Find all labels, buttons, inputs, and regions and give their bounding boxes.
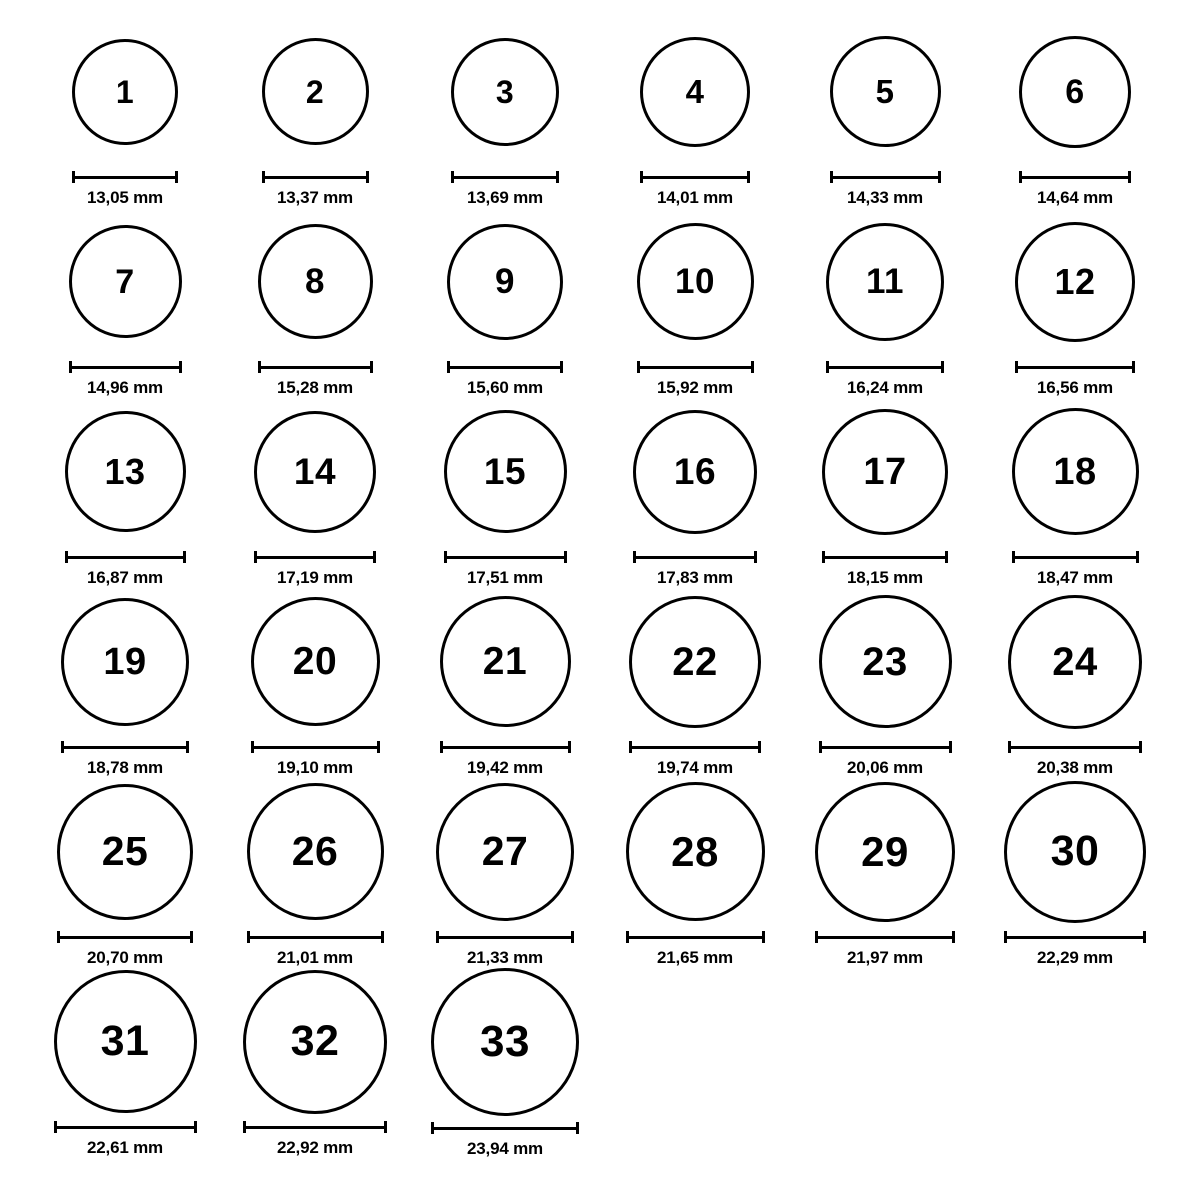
measurement-bar-icon bbox=[629, 741, 761, 753]
measurement-label: 19,42 mm bbox=[467, 758, 543, 777]
measurement-group bbox=[65, 551, 186, 588]
measurement-label: 20,38 mm bbox=[1037, 758, 1113, 777]
measurement-group bbox=[629, 741, 761, 778]
ring-size-cell bbox=[790, 778, 980, 968]
measurement-bar-icon bbox=[1012, 551, 1139, 563]
ring-circle-slot bbox=[431, 968, 579, 1116]
ring-circle bbox=[251, 597, 380, 726]
ring-size-cell bbox=[980, 588, 1170, 778]
ring-size-cell bbox=[30, 778, 220, 968]
ring-size-number: 4 bbox=[685, 73, 705, 110]
ring-circle bbox=[444, 410, 567, 533]
ring-circle bbox=[436, 783, 574, 921]
measurement-bar-icon bbox=[243, 1121, 387, 1133]
measurement-label: 21,33 mm bbox=[467, 948, 543, 967]
ring-size-number: 19 bbox=[103, 640, 147, 683]
ring-circle-slot bbox=[440, 588, 571, 735]
ring-size-cell bbox=[600, 588, 790, 778]
measurement-label: 16,56 mm bbox=[1037, 378, 1113, 397]
measurement-label: 23,94 mm bbox=[467, 1139, 543, 1158]
ring-circle bbox=[447, 224, 563, 340]
measurement-bar-icon bbox=[54, 1121, 197, 1133]
ring-circle bbox=[451, 38, 559, 146]
measurement-group bbox=[637, 361, 754, 398]
measurement-group bbox=[626, 931, 765, 968]
measurement-bar-icon bbox=[72, 171, 178, 183]
ring-size-number: 9 bbox=[495, 262, 515, 301]
measurement-label: 15,60 mm bbox=[467, 378, 543, 397]
ring-circle-slot bbox=[436, 778, 574, 925]
size-row bbox=[30, 588, 1170, 778]
ring-size-cell bbox=[410, 588, 600, 778]
ring-circle bbox=[247, 783, 384, 920]
ring-circle bbox=[826, 223, 944, 341]
measurement-group bbox=[243, 1121, 387, 1158]
ring-circle bbox=[1004, 781, 1146, 923]
ring-size-number: 1 bbox=[115, 73, 135, 110]
measurement-label: 20,70 mm bbox=[87, 948, 163, 967]
ring-size-number: 31 bbox=[100, 1017, 150, 1065]
measurement-label: 15,92 mm bbox=[657, 378, 733, 397]
ring-size-number: 25 bbox=[101, 828, 149, 874]
ring-size-number: 22 bbox=[672, 639, 718, 684]
ring-size-cell bbox=[600, 778, 790, 968]
measurement-group bbox=[447, 361, 563, 398]
ring-circle bbox=[69, 225, 182, 338]
ring-size-cell bbox=[980, 398, 1170, 588]
ring-circle-slot bbox=[451, 18, 559, 165]
measurement-bar-icon bbox=[61, 741, 189, 753]
ring-size-number: 17 bbox=[863, 450, 907, 493]
measurement-label: 13,05 mm bbox=[87, 188, 163, 207]
size-row bbox=[30, 208, 1170, 398]
ring-circle-slot bbox=[57, 778, 193, 925]
ring-size-number: 29 bbox=[861, 827, 909, 875]
ring-size-number: 20 bbox=[292, 640, 338, 683]
measurement-label: 13,69 mm bbox=[467, 188, 543, 207]
ring-circle-slot bbox=[633, 398, 757, 545]
measurement-label: 19,74 mm bbox=[657, 758, 733, 777]
measurement-bar-icon bbox=[254, 551, 376, 563]
ring-circle bbox=[637, 223, 754, 340]
ring-size-number: 26 bbox=[291, 828, 339, 874]
measurement-label: 19,10 mm bbox=[277, 758, 353, 777]
measurement-group bbox=[262, 171, 369, 208]
measurement-label: 21,65 mm bbox=[657, 948, 733, 967]
measurement-group bbox=[640, 171, 750, 208]
ring-circle bbox=[57, 784, 193, 920]
ring-circle-slot bbox=[447, 208, 563, 355]
ring-size-cell bbox=[790, 398, 980, 588]
ring-circle bbox=[254, 411, 376, 533]
measurement-group bbox=[54, 1121, 197, 1158]
measurement-group bbox=[1015, 361, 1135, 398]
ring-size-cell bbox=[30, 18, 220, 208]
ring-circle-slot bbox=[1008, 588, 1142, 735]
measurement-bar-icon bbox=[440, 741, 571, 753]
measurement-bar-icon bbox=[65, 551, 186, 563]
measurement-bar-icon bbox=[822, 551, 948, 563]
ring-size-number: 3 bbox=[495, 73, 515, 110]
measurement-label: 17,51 mm bbox=[467, 568, 543, 587]
measurement-group bbox=[1012, 551, 1139, 588]
ring-size-number: 12 bbox=[1054, 260, 1096, 302]
measurement-label: 18,47 mm bbox=[1037, 568, 1113, 587]
ring-size-number: 30 bbox=[1050, 827, 1100, 875]
ring-size-cell bbox=[980, 208, 1170, 398]
measurement-label: 14,33 mm bbox=[847, 188, 923, 207]
ring-size-number: 13 bbox=[104, 450, 146, 492]
ring-size-number: 5 bbox=[875, 73, 895, 110]
ring-circle-slot bbox=[640, 18, 750, 165]
measurement-group bbox=[444, 551, 567, 588]
measurement-label: 22,61 mm bbox=[87, 1138, 163, 1157]
measurement-label: 18,15 mm bbox=[847, 568, 923, 587]
ring-size-cell bbox=[220, 18, 410, 208]
ring-circle-slot bbox=[637, 208, 754, 355]
ring-size-number: 14 bbox=[293, 451, 337, 492]
measurement-group bbox=[830, 171, 941, 208]
ring-size-cell bbox=[980, 18, 1170, 208]
measurement-label: 17,83 mm bbox=[657, 568, 733, 587]
ring-circle-slot bbox=[61, 588, 189, 735]
measurement-group bbox=[251, 741, 380, 778]
ring-circle bbox=[1008, 595, 1142, 729]
ring-circle bbox=[262, 38, 369, 145]
ring-circle-slot bbox=[72, 18, 178, 165]
measurement-group bbox=[431, 1122, 579, 1159]
measurement-bar-icon bbox=[637, 361, 754, 373]
ring-circle bbox=[243, 970, 387, 1114]
measurement-bar-icon bbox=[247, 931, 384, 943]
measurement-group bbox=[254, 551, 376, 588]
measurement-group bbox=[440, 741, 571, 778]
ring-circle-slot bbox=[1015, 208, 1135, 355]
ring-size-number: 21 bbox=[482, 640, 528, 683]
measurement-bar-icon bbox=[258, 361, 373, 373]
ring-size-number: 15 bbox=[483, 451, 527, 492]
ring-circle-slot bbox=[65, 398, 186, 545]
ring-size-number: 32 bbox=[290, 1017, 340, 1065]
ring-circle-slot bbox=[819, 588, 952, 735]
measurement-group bbox=[633, 551, 757, 588]
ring-size-cell bbox=[600, 208, 790, 398]
measurement-bar-icon bbox=[57, 931, 193, 943]
ring-size-cell bbox=[790, 18, 980, 208]
measurement-label: 22,29 mm bbox=[1037, 948, 1113, 967]
ring-size-number: 27 bbox=[481, 828, 529, 874]
measurement-bar-icon bbox=[1004, 931, 1146, 943]
ring-circle bbox=[1015, 222, 1135, 342]
ring-circle-slot bbox=[815, 778, 955, 925]
measurement-bar-icon bbox=[1015, 361, 1135, 373]
size-row bbox=[30, 18, 1170, 208]
ring-circle bbox=[633, 410, 757, 534]
ring-circle-slot bbox=[444, 398, 567, 545]
ring-circle bbox=[65, 411, 186, 532]
ring-circle-slot bbox=[1019, 18, 1131, 165]
ring-circle-slot bbox=[254, 398, 376, 545]
size-row bbox=[30, 398, 1170, 588]
ring-size-cell bbox=[600, 398, 790, 588]
ring-circle bbox=[72, 39, 178, 145]
measurement-group bbox=[258, 361, 373, 398]
ring-circle bbox=[819, 595, 952, 728]
measurement-label: 21,01 mm bbox=[277, 948, 353, 967]
ring-circle-slot bbox=[822, 398, 948, 545]
ring-circle-slot bbox=[826, 208, 944, 355]
ring-size-cell bbox=[410, 968, 600, 1158]
measurement-group bbox=[1019, 171, 1131, 208]
ring-circle-slot bbox=[258, 208, 373, 355]
ring-circle-slot bbox=[69, 208, 182, 355]
ring-size-number: 24 bbox=[1052, 639, 1098, 684]
measurement-bar-icon bbox=[815, 931, 955, 943]
ring-size-number: 23 bbox=[862, 639, 908, 684]
measurement-bar-icon bbox=[262, 171, 369, 183]
measurement-group bbox=[436, 931, 574, 968]
ring-size-cell bbox=[220, 208, 410, 398]
ring-size-number: 33 bbox=[480, 1017, 530, 1066]
ring-size-cell bbox=[30, 208, 220, 398]
measurement-bar-icon bbox=[1019, 171, 1131, 183]
ring-circle bbox=[440, 596, 571, 727]
measurement-bar-icon bbox=[69, 361, 182, 373]
ring-circle bbox=[815, 782, 955, 922]
measurement-bar-icon bbox=[1008, 741, 1142, 753]
ring-circle bbox=[1019, 36, 1131, 148]
ring-circle bbox=[54, 970, 197, 1113]
measurement-bar-icon bbox=[819, 741, 952, 753]
ring-size-cell bbox=[220, 968, 410, 1158]
ring-size-number: 11 bbox=[866, 262, 904, 301]
measurement-group bbox=[1004, 931, 1146, 968]
ring-size-cell bbox=[30, 588, 220, 778]
ring-size-cell bbox=[600, 18, 790, 208]
ring-size-cell bbox=[410, 778, 600, 968]
ring-circle-slot bbox=[251, 588, 380, 735]
measurement-bar-icon bbox=[444, 551, 567, 563]
measurement-group bbox=[247, 931, 384, 968]
measurement-bar-icon bbox=[251, 741, 380, 753]
measurement-group bbox=[72, 171, 178, 208]
measurement-group bbox=[69, 361, 182, 398]
ring-size-cell bbox=[790, 208, 980, 398]
ring-circle bbox=[431, 968, 579, 1116]
ring-circle-slot bbox=[1004, 778, 1146, 925]
ring-circle-slot bbox=[830, 18, 941, 165]
measurement-bar-icon bbox=[826, 361, 944, 373]
ring-size-number: 10 bbox=[675, 262, 715, 301]
measurement-label: 14,01 mm bbox=[657, 188, 733, 207]
ring-circle-slot bbox=[247, 778, 384, 925]
ring-size-cell bbox=[980, 778, 1170, 968]
ring-circle-slot bbox=[1012, 398, 1139, 545]
ring-size-cell bbox=[30, 968, 220, 1158]
measurement-label: 14,64 mm bbox=[1037, 188, 1113, 207]
ring-size-cell bbox=[220, 778, 410, 968]
measurement-label: 17,19 mm bbox=[277, 568, 353, 587]
ring-circle-slot bbox=[262, 18, 369, 165]
measurement-label: 20,06 mm bbox=[847, 758, 923, 777]
ring-size-number: 28 bbox=[671, 827, 719, 875]
measurement-bar-icon bbox=[640, 171, 750, 183]
measurement-label: 16,87 mm bbox=[87, 568, 163, 587]
ring-circle-slot bbox=[243, 968, 387, 1115]
ring-size-cell bbox=[790, 588, 980, 778]
ring-size-number: 6 bbox=[1065, 72, 1085, 111]
measurement-bar-icon bbox=[447, 361, 563, 373]
ring-size-cell bbox=[410, 18, 600, 208]
ring-circle bbox=[640, 37, 750, 147]
measurement-bar-icon bbox=[431, 1122, 579, 1134]
measurement-label: 13,37 mm bbox=[277, 188, 353, 207]
ring-circle bbox=[822, 409, 948, 535]
size-row bbox=[30, 778, 1170, 968]
measurement-group bbox=[826, 361, 944, 398]
ring-size-number: 18 bbox=[1053, 450, 1097, 493]
ring-size-number: 16 bbox=[673, 451, 717, 492]
measurement-group bbox=[819, 741, 952, 778]
ring-size-number: 7 bbox=[115, 262, 135, 301]
measurement-group bbox=[1008, 741, 1142, 778]
measurement-bar-icon bbox=[436, 931, 574, 943]
measurement-group bbox=[57, 931, 193, 968]
measurement-label: 21,97 mm bbox=[847, 948, 923, 967]
ring-circle bbox=[830, 36, 941, 147]
ring-circle bbox=[626, 782, 765, 921]
ring-size-cell bbox=[410, 208, 600, 398]
measurement-label: 16,24 mm bbox=[847, 378, 923, 397]
ring-size-number: 2 bbox=[305, 73, 325, 110]
ring-circle bbox=[258, 224, 373, 339]
ring-circle bbox=[61, 598, 189, 726]
ring-circle-slot bbox=[626, 778, 765, 925]
measurement-bar-icon bbox=[626, 931, 765, 943]
ring-size-cell bbox=[220, 588, 410, 778]
measurement-label: 22,92 mm bbox=[277, 1138, 353, 1157]
measurement-bar-icon bbox=[451, 171, 559, 183]
measurement-bar-icon bbox=[830, 171, 941, 183]
measurement-group bbox=[61, 741, 189, 778]
ring-circle bbox=[1012, 408, 1139, 535]
ring-size-number: 8 bbox=[305, 262, 325, 301]
size-row bbox=[30, 968, 1170, 1158]
ring-size-cell bbox=[410, 398, 600, 588]
ring-circle-slot bbox=[54, 968, 197, 1115]
measurement-group bbox=[451, 171, 559, 208]
measurement-group bbox=[822, 551, 948, 588]
measurement-bar-icon bbox=[633, 551, 757, 563]
ring-size-cell bbox=[220, 398, 410, 588]
ring-circle bbox=[629, 596, 761, 728]
measurement-label: 18,78 mm bbox=[87, 758, 163, 777]
ring-size-cell bbox=[30, 398, 220, 588]
measurement-label: 15,28 mm bbox=[277, 378, 353, 397]
measurement-group bbox=[815, 931, 955, 968]
measurement-label: 14,96 mm bbox=[87, 378, 163, 397]
ring-circle-slot bbox=[629, 588, 761, 735]
